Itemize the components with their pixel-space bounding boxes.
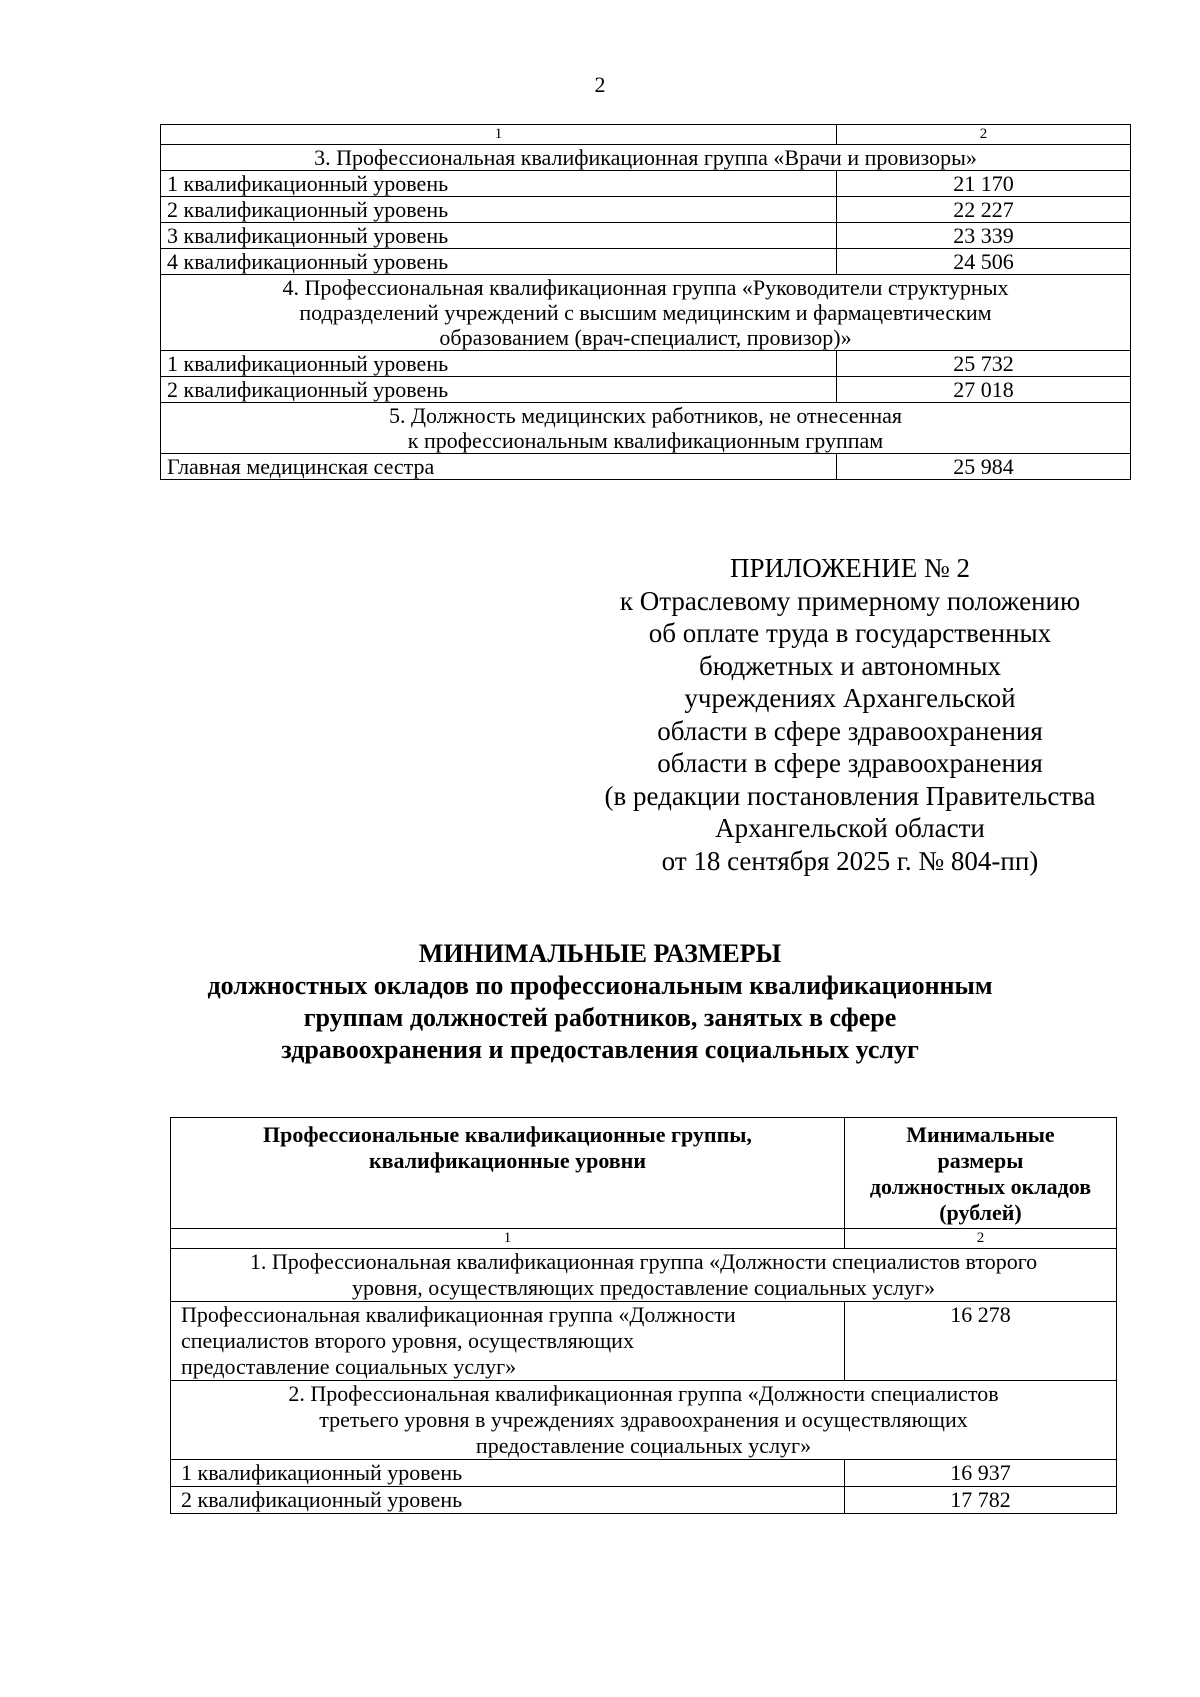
table-header-row [171,1118,1117,1229]
table-row [161,377,1131,403]
group-heading-line: к профессиональным квалификационным группам [407,428,884,453]
page-number: 2 [594,72,606,97]
group-heading [171,1249,1117,1302]
appendix-line: об оплате труда в государственных [648,618,1052,648]
salary-value: 25 732 [837,351,1131,377]
table-row [171,1381,1117,1460]
salary-value: 21 170 [837,171,1131,197]
appendix-title: ПРИЛОЖЕНИЕ № 2 [729,553,971,583]
table-row [171,1302,1117,1381]
document-heading: МИНИМАЛЬНЫЕ РАЗМЕРЫ [418,939,782,968]
appendix-line: (в редакции постановления Правительства [604,780,1096,811]
table-row [161,223,1131,249]
group-heading-line: уровня, осуществляющих предоставление социальных услуг» [352,1275,935,1300]
level-label: 3 квалификационный уровень [161,223,837,249]
table-row [161,351,1131,377]
level-label: 2 квалификационный уровень [171,1487,845,1514]
appendix-line: бюджетных и автономных [698,650,1001,681]
header-line: (рублей) [939,1200,1022,1225]
label-line: Профессиональная квалификационная группа «Должности [181,1302,736,1327]
table-row [161,197,1131,223]
document-title [0,938,1200,1066]
group-heading-line: предоставление социальных услуг» [475,1433,812,1458]
appendix-line: от 18 сентября 2025 г. № 804-пп) [661,845,1039,876]
table-row [171,1487,1117,1514]
group-heading-line: 2. Профессиональная квалификационная группа «Должности специалистов [288,1381,999,1406]
document-subtitle-line: здравоохранения и предоставления социальных услуг [281,1035,919,1064]
salary-value: 27 018 [837,377,1131,403]
salary-table-continued [160,124,1131,480]
table-row [161,145,1131,171]
appendix-line: области в сфере здравоохранения [657,715,1043,746]
group-heading [171,1381,1117,1460]
group-heading-line: 1. Профессиональная квалификационная группа «Должности специалистов второго [249,1249,1038,1274]
salary-value: 16 278 [845,1302,1117,1381]
salary-value: 24 506 [837,249,1131,275]
group-heading: 3. Профессиональная квалификационная группа «Врачи и провизоры» [161,145,1131,171]
level-label: 1 квалификационный уровень [161,351,837,377]
appendix-reference [590,552,1110,877]
table-row [161,249,1131,275]
table-row [171,1460,1117,1487]
level-label: 1 квалификационный уровень [161,171,837,197]
header-line: размеры [937,1148,1024,1173]
group-heading-line: третьего уровня в учреждениях здравоохранения и осуществляющих [319,1407,968,1432]
table-row [161,454,1131,480]
appendix-line: области в сфере здравоохранения [657,748,1043,778]
column-number: 2 [845,1229,1117,1249]
position-label [171,1302,845,1381]
label-line: специалистов второго уровня, осуществляющих [181,1328,634,1353]
salary-value: 17 782 [845,1487,1117,1514]
appendix-line: учреждениях Архангельской [684,683,1016,713]
column-number: 1 [161,125,837,145]
group-heading-line: 4. Профессиональная квалификационная группа «Руководители структурных [282,275,1009,300]
header-line: квалификационные уровни [368,1148,647,1173]
salary-value: 25 984 [837,454,1131,480]
header-minimum-salary [845,1118,1117,1229]
document-subtitle-line: должностных окладов по профессиональным квалификационным [207,971,993,1000]
salary-value: 22 227 [837,197,1131,223]
header-line: должностных окладов [869,1174,1092,1199]
appendix-line: Архангельской области [715,813,985,843]
table-row [161,275,1131,351]
table-row [171,1249,1117,1302]
salary-value: 23 339 [837,223,1131,249]
table-row [161,171,1131,197]
group-heading [161,275,1131,351]
group-heading-line: подразделений учреждений с высшим медицинским и фармацевтическим [299,300,992,325]
position-label: Главная медицинская сестра [161,454,837,480]
header-groups-levels [171,1118,845,1229]
group-heading-line: образованием (врач-специалист, провизор)» [439,325,852,350]
table-column-number-row [171,1229,1117,1249]
group-heading-line: 5. Должность медицинских работников, не отнесенная [388,403,902,428]
header-line: Профессиональные квалификационные группы, [263,1122,752,1147]
level-label: 2 квалификационный уровень [161,377,837,403]
salary-value: 16 937 [845,1460,1117,1487]
group-heading [161,403,1131,454]
appendix-line: к Отраслевому примерному положению [619,585,1081,616]
level-label: 4 квалификационный уровень [161,249,837,275]
level-label: 2 квалификационный уровень [161,197,837,223]
minimum-salary-table [170,1117,1117,1514]
header-line: Минимальные [906,1122,1055,1147]
label-line: предоставление социальных услуг» [181,1354,517,1379]
level-label: 1 квалификационный уровень [171,1460,845,1487]
document-subtitle-line: группам должностей работников, занятых в сфере [303,1003,897,1032]
table-column-number-row [161,125,1131,145]
table-row [161,403,1131,454]
column-number: 1 [171,1229,845,1249]
column-number: 2 [837,125,1131,145]
